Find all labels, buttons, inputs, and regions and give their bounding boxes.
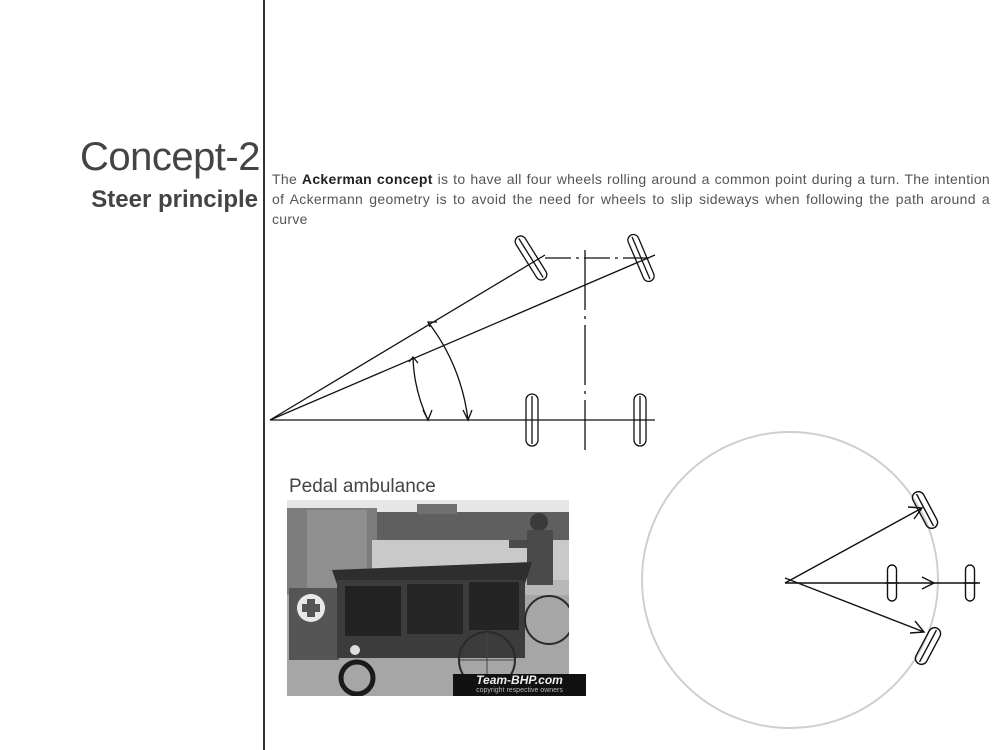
pedal-ambulance-photo [287, 500, 569, 696]
description-prefix: The [272, 171, 302, 187]
ackermann-geometry-diagram [270, 233, 656, 450]
watermark-brand: Team-BHP.com [476, 673, 563, 687]
inner-ray [270, 255, 545, 420]
page-title: Concept-2 [79, 135, 260, 179]
rear-right-wheel-small [963, 565, 977, 601]
photo-watermark [453, 674, 586, 696]
tricycle-steering-diagram [642, 432, 980, 728]
inner-angle-arc [413, 357, 428, 420]
photo-caption: Pedal ambulance [289, 476, 436, 497]
center-wheel [885, 565, 899, 601]
outer-ray [270, 255, 655, 420]
watermark-note: copyright respective owners [476, 687, 563, 694]
arrow-line-top [785, 508, 922, 583]
description-highlight: Ackerman concept [301, 171, 433, 187]
photo-illustration [287, 500, 569, 696]
arrow-line-bottom [785, 578, 924, 632]
front-top-wheel [910, 490, 939, 531]
page-subtitle: Steer principle [91, 186, 258, 213]
description-body: is to have all four wheels rolling around a common point during a turn. The intention of Ackermann geometry is to avoid the need for wheels to slip sideways when following the path around a curve [272, 171, 990, 227]
arrowhead [423, 410, 432, 420]
outer-angle-arc [428, 322, 468, 420]
front-left-wheel [513, 234, 549, 282]
